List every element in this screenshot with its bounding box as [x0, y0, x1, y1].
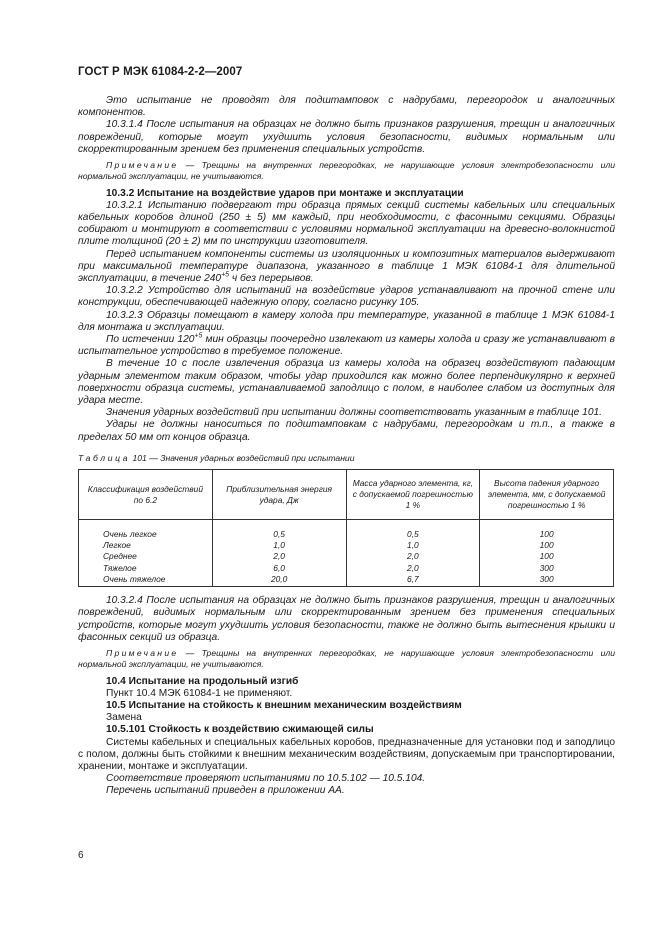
note-label: Примечание [106, 160, 179, 171]
table-header-row [79, 470, 614, 520]
paragraph: По истечении $120^{+5}$ мин образцы поочередно извлекают из камеры холода и сразу же устанавливают в испытательное устройство в требуемое положение. [78, 332, 615, 358]
table-cell: 300 [480, 574, 614, 587]
table-cell: 20,0 [212, 574, 346, 587]
paragraph-10-3-1-4: 10.3.1.4 После испытания на образцах не должно быть признаков разрушения, трещин и аналогичных повреждений, которые могут ухудшить условия безопасности, видимых нормальным или скорректированным зрением без применения специальных устройств. [78, 119, 615, 155]
paragraph: Удары не должны наноситься по подштамповкам с надрубами, перегородкам и т.п., а также в пределах 50 мм от концов образца. [78, 419, 615, 443]
table-cell: 100 [480, 540, 614, 551]
column-header: Классификация воздействий по 6.2 [79, 470, 213, 520]
paragraph: Системы кабельных и специальных кабельных коробов, предназначенные для установки под и заподлицо с полом, должны быть стойкими к внешним механическим воздействиям, допускаемым при транспортировании, хранении, монтаже и эксплуатации. [78, 736, 615, 772]
paragraph-10-3-2-2: 10.3.2.2 Устройство для испытаний на воздействие ударов устанавливают на прочной стене или конструкции, обеспечивающей надежную опору, согласно рисунку 105. [78, 285, 615, 309]
table-cell: Среднее [79, 551, 213, 562]
table-cell: 6,0 [212, 563, 346, 574]
table-cell: Очень тяжелое [79, 574, 213, 587]
column-header: Высота падения ударного элемента, мм, с допускаемой погрешностью 1 % [480, 470, 614, 520]
table-row [79, 574, 614, 587]
paragraph: Перечень испытаний приведен в приложении АА. [106, 785, 345, 797]
table-cell: 2,0 [346, 551, 480, 562]
table-caption-text: 101 — Значения ударных воздействий при испытании [130, 452, 355, 463]
table-row [79, 551, 614, 562]
table-cell: 2,0 [212, 551, 346, 562]
table-cell: 0,5 [346, 520, 480, 541]
table-cell: 1,0 [212, 540, 346, 551]
paragraph-10-3-2-4: 10.3.2.4 После испытания на образцах не должно быть признаков разрушения, трещин и аналогичных повреждений, видимых нормальным или скорректированным зрением без применения специальных устройств, которые могут ухудшить условия безопасности, также не должно быть вытеснения крышки и фасонных секций из образца. [78, 595, 615, 643]
column-header: Масса ударного элемента, кг, с допускаемой погрешностью 1 % [346, 470, 480, 520]
paragraph: Это испытание не проводят для подштамповок с надрубами, перегородок и аналогичных компонентов. [78, 95, 615, 119]
table-cell: 0,5 [212, 520, 346, 541]
section-heading-10-3-2: 10.3.2 Испытание на воздействие ударов при монтаже и эксплуатации [106, 187, 464, 199]
section-heading-10-4: 10.4 Испытание на продольный изгиб [106, 675, 299, 687]
table-cell: 1,0 [346, 540, 480, 551]
table-cell: Тяжелое [79, 563, 213, 574]
table-row [79, 563, 614, 574]
column-header: Приблизительная энергия удара, Дж [212, 470, 346, 520]
paragraph: Замена [106, 712, 142, 724]
paragraph-10-3-2-3: 10.3.2.3 Образцы помещают в камеру холода при температуре, указанной в таблице 1 МЭК 61084-1 для монтажа и эксплуатации. [78, 309, 615, 333]
table-caption-label: Таблица [78, 452, 131, 463]
paragraph: В течение 10 с после извлечения образца из камеры холода на образец воздействуют падающим ударным элементом таким образом, чтобы удар приходился как можно более перпендикулярно к верхней поверхности образца системы, устанавливаемой заподлицо с полом, в наиболее слабом из доступных для удара месте. [78, 358, 615, 407]
table-cell: 100 [480, 520, 614, 541]
table-cell: Очень легкое [79, 520, 213, 541]
page-number: 6 [78, 850, 84, 861]
table-cell: 300 [480, 563, 614, 574]
table-row [79, 540, 614, 551]
note-label: Примечание [106, 647, 179, 658]
document-header: ГОСТ Р МЭК 61084-2-2—2007 [78, 66, 243, 78]
section-heading-10-5-101: 10.5.101 Стойкость к воздействию сжимающей силы [106, 724, 374, 736]
note-text: — Трещины на внутренних перегородках, не нарушающие условия электробезопасности или нормальной эксплуатации, не учитываются. [78, 160, 615, 181]
paragraph: Соответствие проверяют испытаниями по 10.5.102 — 10.5.104. [106, 773, 426, 785]
paragraph-10-3-2-1: 10.3.2.1 Испытанию подвергают три образца прямых секций системы кабельных или специальных кабельных коробов длиной (250 ± 5) мм каждый, при необходимости, с фасонными секциями. Образцы собирают и монтируют в соответствии с условиями нормальной эксплуатации на древесно-волокнистой плите толщиной (20 ± 2) мм по инструкции изготовителя. [78, 199, 615, 248]
paragraph: Перед испытанием компоненты системы из изоляционных и композитных материалов выдерживают при максимальной температуре диапазона, указанного в таблице 1 МЭК 61084-1 для длительной эксплуатации, в течение $240^{+5}$ ч без перерывов. [78, 248, 615, 285]
table-cell: Легкое [79, 540, 213, 551]
table-caption [78, 452, 615, 464]
paragraph: Значения ударных воздействий при испытании должны соответствовать указанным в таблице 101. [106, 407, 603, 419]
paragraph: Пункт 10.4 МЭК 61084-1 не применяют. [106, 687, 293, 699]
document-body [78, 95, 615, 798]
table-row [79, 520, 614, 541]
section-heading-10-5: 10.5 Испытание на стойкость к внешним механическим воздействиям [106, 699, 462, 711]
table-cell: 2,0 [346, 563, 480, 574]
note [78, 648, 615, 670]
table-cell: 6,7 [346, 574, 480, 587]
note-text: — Трещины на внутренних перегородках, не нарушающие условия электробезопасности или нормальной эксплуатации, не учитываются. [78, 647, 615, 669]
impact-values-table [78, 469, 614, 587]
note [78, 160, 615, 182]
table-cell: 100 [480, 551, 614, 562]
